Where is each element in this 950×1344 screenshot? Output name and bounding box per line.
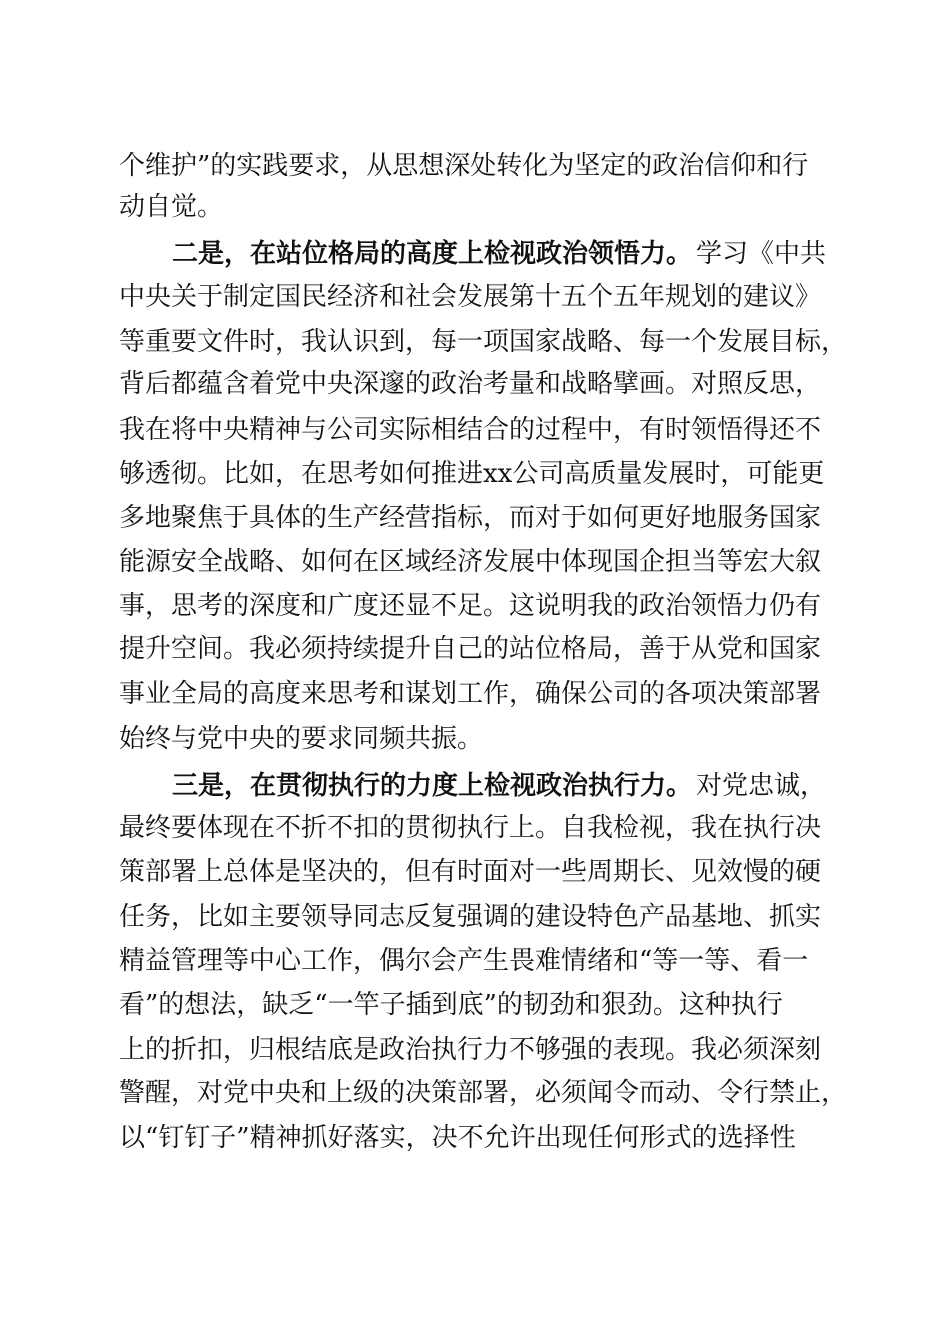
- text-line-content: 任务，比如主要领导同志反复强调的建设特色产品基地、抓实: [119, 902, 822, 932]
- text-line-content: 提升空间。我必须持续提升自己的站位格局，善于从党和国家: [119, 634, 822, 664]
- text-line-content: 看”的想法，缺乏“一竿子插到底”的韧劲和狠劲。这种执行: [119, 990, 783, 1020]
- text-line: [0, 897, 950, 937]
- text-line-content: 中央关于制定国民经济和社会发展第十五个五年规划的建议》: [119, 282, 822, 312]
- text-line: [0, 985, 950, 1025]
- text-line-content: 最终要体现在不折不扣的贯彻执行上。自我检视，我在执行决: [119, 813, 822, 843]
- text-line: [0, 498, 950, 538]
- text-line-content: 我在将中央精神与公司实际相结合的过程中，有时领悟得还不: [119, 415, 822, 445]
- text-line: [0, 586, 950, 626]
- text-line: [0, 674, 950, 714]
- text-line-content: 事，思考的深度和广度还显不足。这说明我的政治领悟力仍有: [119, 591, 822, 621]
- text-line-content: 警醒，对党中央和上级的决策部署，必须闻令而动、令行禁止，: [119, 1078, 848, 1108]
- text-line-content: 等重要文件时，我认识到，每一项国家战略、每一个发展目标，: [119, 327, 848, 357]
- section-heading-3-continuation: 对党忠诚，: [696, 771, 827, 801]
- text-line: [0, 719, 950, 759]
- text-line-content: 能源安全战略、如何在区域经济发展中体现国企担当等宏大叙: [119, 547, 822, 577]
- text-line: [0, 146, 950, 186]
- text-line-content: 上的折扣，归根结底是政治执行力不够强的表现。我必须深刻: [119, 1035, 822, 1065]
- text-line: [0, 852, 950, 892]
- section-heading-2-continuation: 学习《中共: [696, 239, 827, 269]
- text-line: [0, 454, 950, 494]
- text-line: [0, 542, 950, 582]
- text-line: [0, 322, 950, 362]
- text-line-content: 个维护”的实践要求，从思想深处转化为坚定的政治信仰和行: [119, 151, 809, 181]
- text-line-content: 背后都蕴含着党中央深邃的政治考量和战略擘画。对照反思，: [119, 369, 822, 399]
- text-line: [0, 629, 950, 669]
- section-heading-line: [0, 234, 950, 274]
- text-line: [0, 808, 950, 848]
- text-line: [0, 1073, 950, 1113]
- text-line-content: 动自觉。: [119, 192, 224, 222]
- text-line: [0, 1030, 950, 1070]
- section-heading-line: [0, 766, 950, 806]
- text-line: [0, 187, 950, 227]
- text-line: [0, 1118, 950, 1158]
- text-line: [0, 941, 950, 981]
- text-line-content: 事业全局的高度来思考和谋划工作，确保公司的各项决策部署: [119, 679, 822, 709]
- text-line-content: 始终与党中央的要求同频共振。: [119, 724, 484, 754]
- text-line: [0, 364, 950, 404]
- text-line: [0, 410, 950, 450]
- text-line-content: 以“钉钉子”精神抓好落实，决不允许出现任何形式的选择性: [119, 1123, 796, 1153]
- text-line-content: 精益管理等中心工作，偶尔会产生畏难情绪和“等一等、看一: [119, 946, 809, 976]
- text-line-content: 多地聚焦于具体的生产经营指标，而对于如何更好地服务国家: [119, 503, 822, 533]
- section-heading-2: 二是，在站位格局的高度上检视政治领悟力。: [172, 239, 693, 269]
- text-line-content: 够透彻。比如，在思考如何推进xx公司高质量发展时，可能更: [119, 459, 825, 489]
- text-line: [0, 277, 950, 317]
- text-line-content: 策部署上总体是坚决的，但有时面对一些周期长、见效慢的硬: [119, 857, 822, 887]
- section-heading-3: 三是，在贯彻执行的力度上检视政治执行力。: [172, 771, 693, 801]
